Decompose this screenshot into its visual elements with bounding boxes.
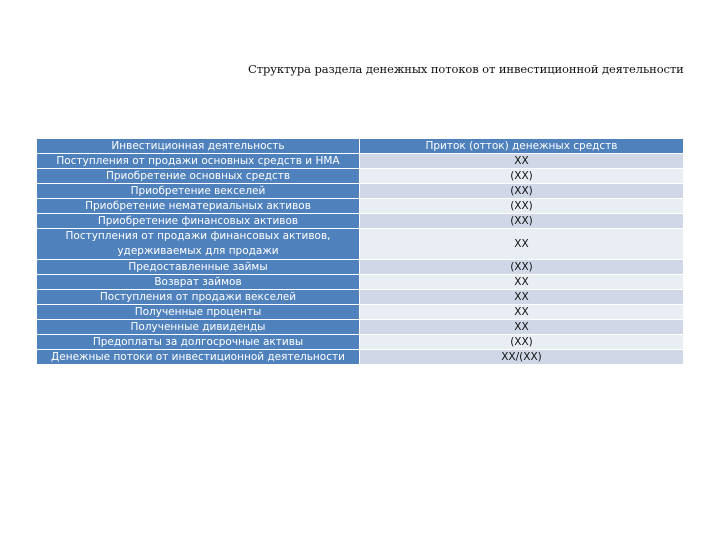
row-label: Поступления от продажи основных средств и НМА — [37, 154, 360, 169]
table-row — [37, 184, 684, 199]
table-row — [37, 320, 684, 335]
table-row — [37, 169, 684, 184]
row-value: (XX) — [360, 335, 684, 350]
table-row-total — [37, 350, 684, 365]
row-label: Поступления от продажи векселей — [37, 290, 360, 305]
table-row — [37, 290, 684, 305]
row-label: Возврат займов — [37, 275, 360, 290]
row-label: Приобретение основных средств — [37, 169, 360, 184]
row-label: Приобретение финансовых активов — [37, 214, 360, 229]
row-value: (XX) — [360, 184, 684, 199]
row-label: Денежные потоки от инвестиционной деятельности — [37, 350, 360, 365]
column-header-cash-flow: Приток (отток) денежных средств — [360, 139, 684, 154]
table-row — [37, 229, 684, 260]
table-row — [37, 275, 684, 290]
row-value: XX — [360, 290, 684, 305]
row-label: Полученные проценты — [37, 305, 360, 320]
row-label: Полученные дивиденды — [37, 320, 360, 335]
row-label: Предоплаты за долгосрочные активы — [37, 335, 360, 350]
table-row — [37, 154, 684, 169]
table-row — [37, 305, 684, 320]
cash-flow-table — [36, 138, 684, 365]
row-label: Поступления от продажи финансовых активов, удерживаемых для продажи — [37, 229, 360, 260]
row-value: (XX) — [360, 260, 684, 275]
row-value: (XX) — [360, 169, 684, 184]
row-value: XX — [360, 305, 684, 320]
table-row — [37, 214, 684, 229]
table-row — [37, 199, 684, 214]
table-row — [37, 260, 684, 275]
row-value: XX/(XX) — [360, 350, 684, 365]
page-title: Структура раздела денежных потоков от инвестиционной деятельности — [248, 62, 684, 76]
table-row — [37, 335, 684, 350]
row-value: XX — [360, 154, 684, 169]
row-label: Приобретение нематериальных активов — [37, 199, 360, 214]
row-value: XX — [360, 320, 684, 335]
row-label: Предоставленные займы — [37, 260, 360, 275]
table-header-row — [37, 139, 684, 154]
row-value: XX — [360, 229, 684, 260]
row-value: (XX) — [360, 199, 684, 214]
row-value: (XX) — [360, 214, 684, 229]
row-label: Приобретение векселей — [37, 184, 360, 199]
column-header-activity: Инвестиционная деятельность — [37, 139, 360, 154]
row-value: XX — [360, 275, 684, 290]
